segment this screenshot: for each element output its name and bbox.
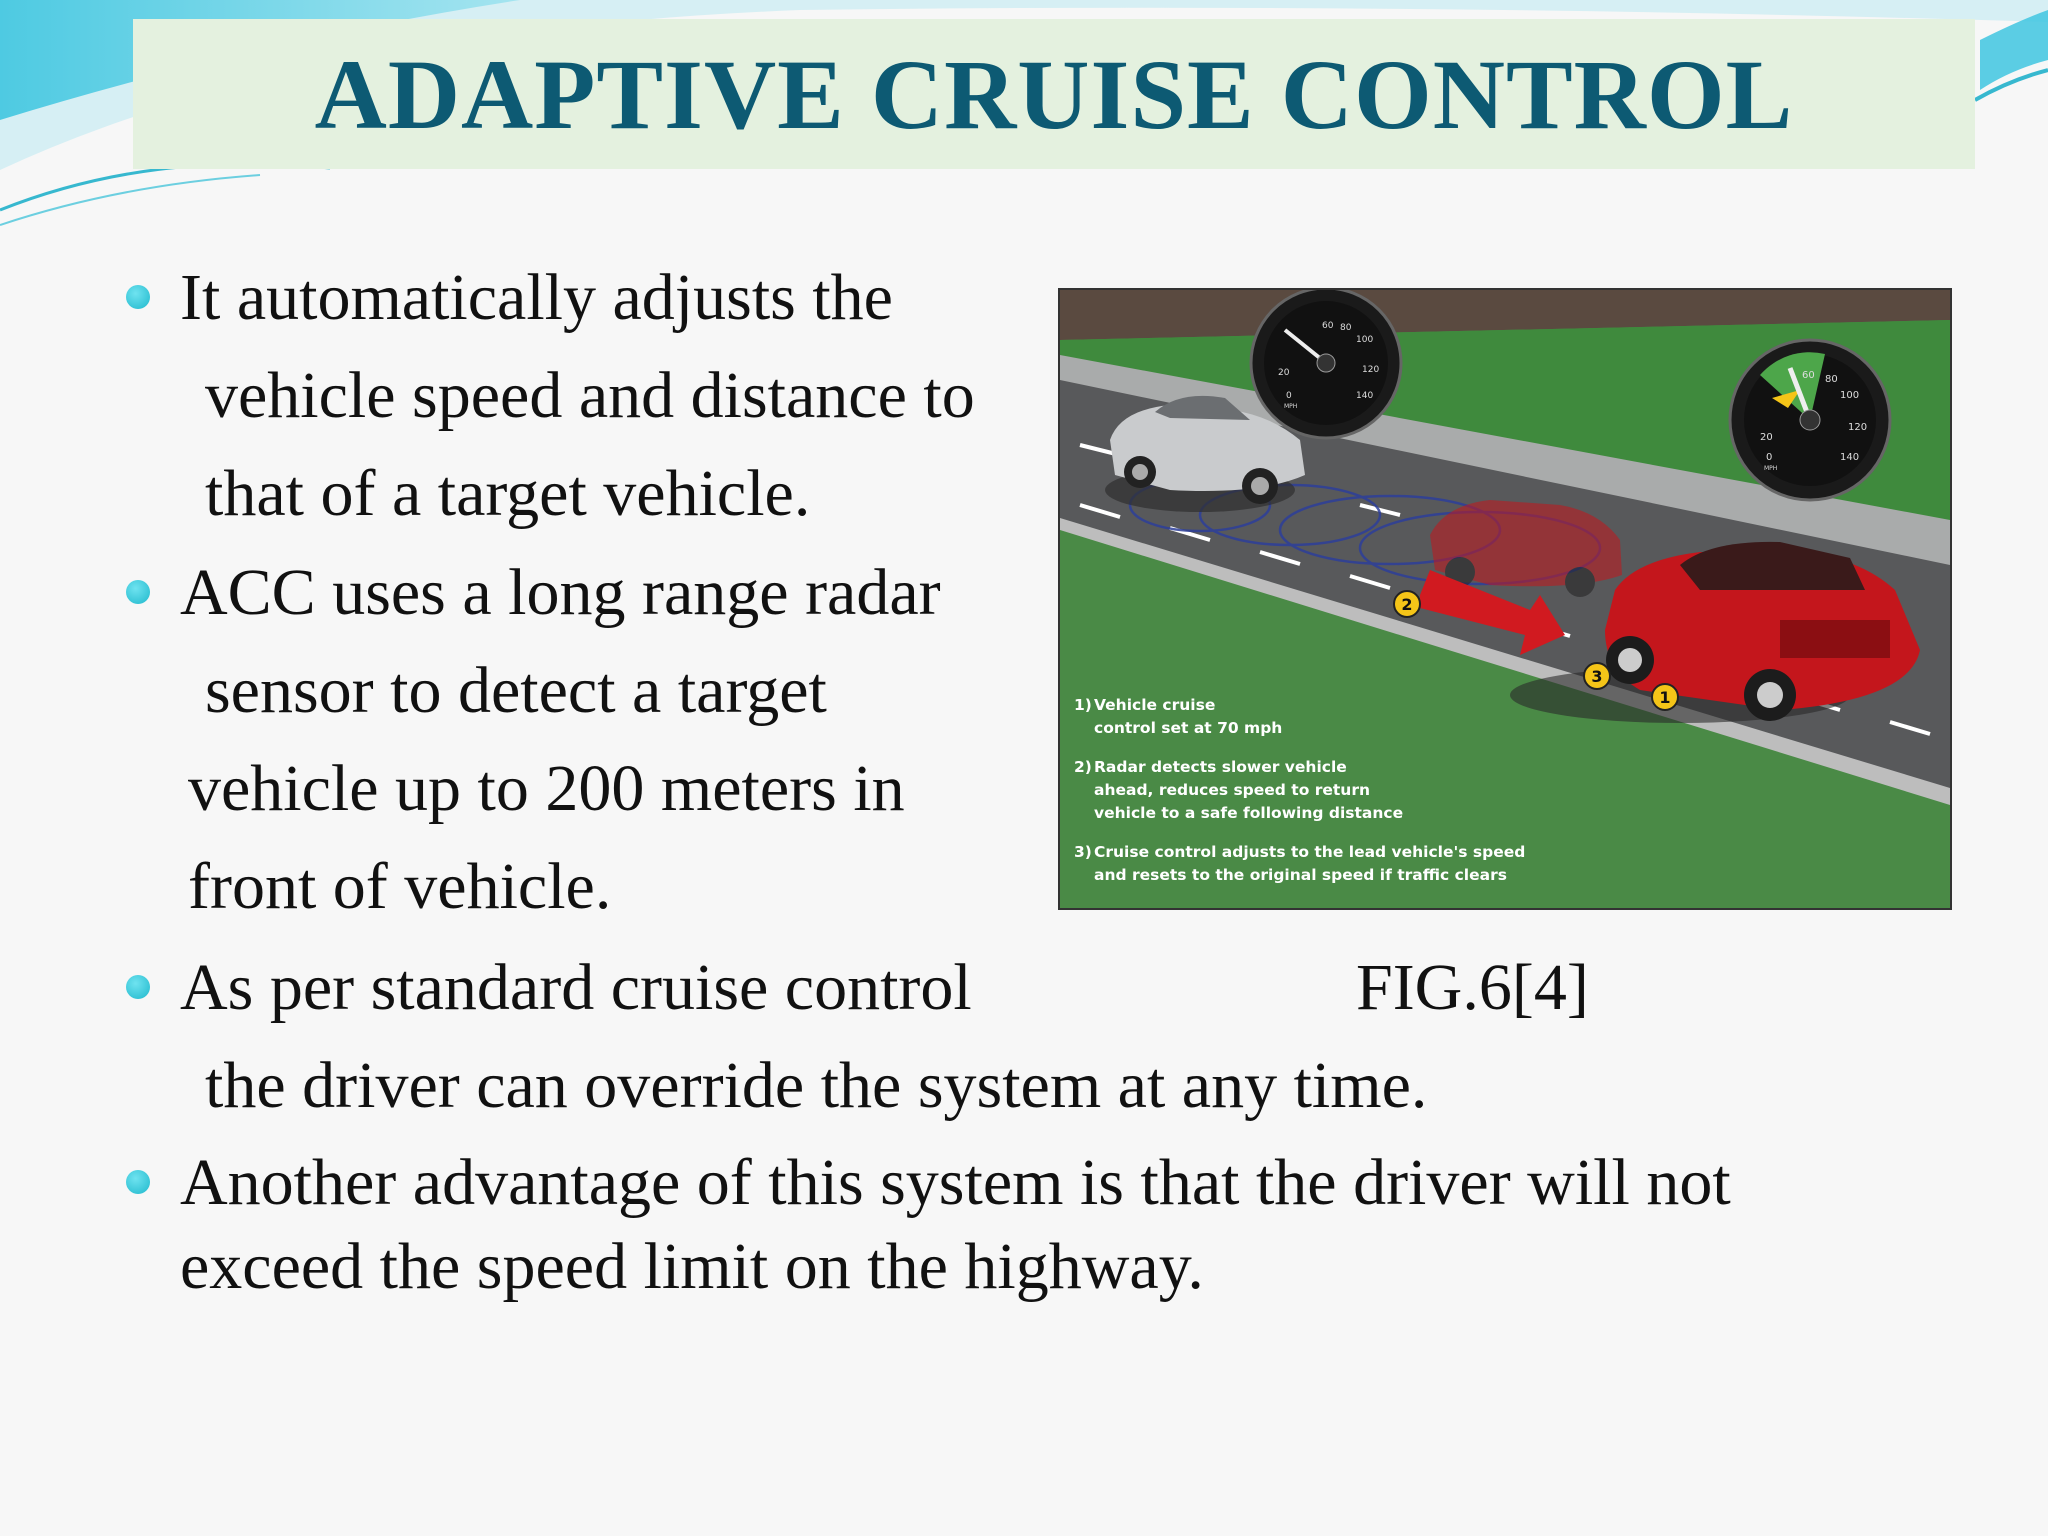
svg-text:60: 60: [1322, 321, 1334, 331]
svg-text:vehicle to a safe following di: vehicle to a safe following distance: [1094, 804, 1404, 822]
slide-title: ADAPTIVE CRUISE CONTROL: [314, 38, 1794, 150]
figure-label: FIG.6[4]: [1356, 951, 1589, 1024]
svg-text:2: 2: [1401, 595, 1413, 614]
svg-text:3: 3: [1591, 667, 1603, 686]
bullet-icon: [126, 285, 150, 309]
marker-3: [1584, 663, 1610, 689]
bullet-4-line-2: exceed the speed limit on the highway.: [180, 1230, 1204, 1303]
bullet-3-line-2: the driver can override the system at any time.: [205, 1049, 1428, 1122]
svg-text:120: 120: [1362, 365, 1380, 375]
svg-text:60: 60: [1802, 370, 1815, 381]
svg-text:Cruise control adjusts to the: Cruise control adjusts to the lead vehicle's speed: [1094, 843, 1526, 861]
bullet-1-line-1: It automatically adjusts the: [180, 261, 893, 334]
speedometer-left: [1251, 290, 1401, 438]
svg-text:20: 20: [1760, 432, 1773, 443]
acc-illustration: [1058, 288, 1952, 910]
svg-text:control set at 70 mph: control set at 70 mph: [1094, 719, 1283, 737]
svg-text:2): 2): [1074, 758, 1092, 776]
svg-text:80: 80: [1340, 323, 1352, 333]
svg-text:and resets to the original spe: and resets to the original speed if traffic clears: [1094, 866, 1507, 884]
svg-text:3): 3): [1074, 843, 1092, 861]
marker-2: [1394, 591, 1420, 617]
marker-1: [1652, 684, 1678, 710]
bullet-1-line-2: vehicle speed and distance to: [205, 359, 975, 432]
bullet-2-line-2: sensor to detect a target: [205, 654, 827, 727]
svg-text:Vehicle cruise: Vehicle cruise: [1094, 696, 1216, 714]
bullet-2-line-1: ACC uses a long range radar: [180, 556, 941, 629]
svg-text:MPH: MPH: [1284, 403, 1298, 410]
svg-text:1): 1): [1074, 696, 1092, 714]
svg-text:100: 100: [1356, 335, 1374, 345]
bullet-icon: [126, 975, 150, 999]
svg-text:140: 140: [1840, 452, 1860, 463]
bullet-3-line-1: As per standard cruise control: [180, 951, 972, 1024]
bullet-icon: [126, 1170, 150, 1194]
speedometer-right: [1730, 340, 1890, 500]
svg-text:100: 100: [1840, 390, 1860, 401]
svg-text:20: 20: [1278, 368, 1290, 378]
bullet-2-line-4: front of vehicle.: [188, 850, 612, 923]
bullet-icon: [126, 580, 150, 604]
svg-text:0: 0: [1766, 452, 1773, 463]
svg-text:ahead, reduces speed to return: ahead, reduces speed to return: [1094, 781, 1371, 799]
svg-text:0: 0: [1286, 391, 1292, 401]
bullet-4-line-1: Another advantage of this system is that the driver will not: [180, 1146, 1731, 1219]
svg-text:140: 140: [1356, 391, 1374, 401]
svg-text:MPH: MPH: [1764, 465, 1778, 472]
svg-text:1: 1: [1659, 688, 1671, 707]
bullet-1-line-3: that of a target vehicle.: [205, 457, 811, 530]
svg-text:80: 80: [1825, 374, 1838, 385]
svg-text:Radar detects slower vehicle: Radar detects slower vehicle: [1094, 758, 1347, 776]
title-band: [133, 19, 1975, 169]
bullet-2-line-3: vehicle up to 200 meters in: [188, 752, 905, 825]
svg-text:120: 120: [1848, 422, 1868, 433]
